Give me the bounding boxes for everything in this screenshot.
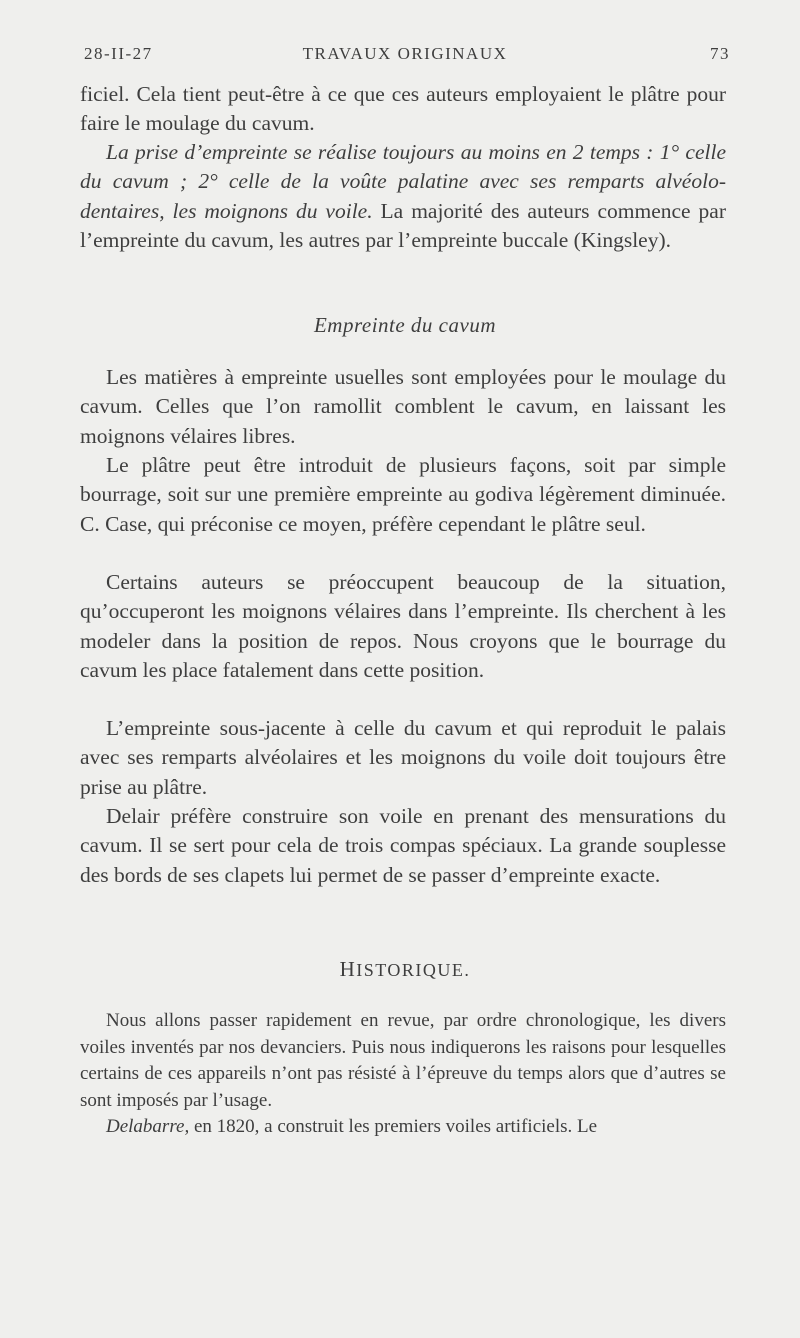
subheading-empreinte-du-cavum: Empreinte du cavum: [313, 313, 496, 337]
header-section-title: TRAVAUX ORIGINAUX: [302, 44, 508, 63]
paragraph-1: ficiel. Cela tient peut-être à ce que ces auteurs employaient le plâtre pour faire le moulage du cavum.: [80, 82, 726, 136]
section-title-rest: ISTORIQUE.: [356, 960, 471, 980]
paragraph-3: Les matières à empreinte usuelles sont employées pour le moulage du cavum. Celles que l’on ramollit comblent le cavum, en laissant les moignons vélaires libres.: [80, 365, 726, 448]
paragraph-9-rest: en 1820, a construit les premiers voiles artificiels. Le: [189, 1116, 598, 1137]
header-date: 28-II-27: [84, 44, 153, 63]
paragraph-6: L’empreinte sous-jacente à celle du cavum et qui reproduit le palais avec ses remparts alvéolaires et les moignons du voile doit toujours être prise au plâtre.: [80, 716, 726, 799]
running-header: [80, 44, 730, 70]
section-title-initial: H: [339, 957, 357, 981]
paragraph-2-italic: La prise d’empreinte se réalise toujours au moins en 2 temps : 1° celle du cavum ; 2° celle de la voûte palatine avec ses remparts alvéolo-dentaires, les moignons du voile.: [80, 140, 726, 223]
paragraph-2: [80, 138, 726, 255]
author-name-delabarre: Delabarre,: [106, 1116, 190, 1137]
paragraph-7: Delair préfère construire son voile en prenant des mensurations du cavum. Il se sert pour cela de trois compas spéciaux. La grande souplesse des bords de ses clapets lui permet de se passer d’empreinte exacte.: [80, 804, 726, 887]
paragraph-2-rest: La majorité des auteurs commence par l’empreinte du cavum, les autres par l’empreinte buccale (Kingsley).: [80, 198, 726, 252]
section-title-historique: [80, 957, 730, 982]
page-number: 73: [710, 44, 730, 63]
paragraph-9: [80, 1114, 726, 1141]
paragraph-4: Le plâtre peut être introduit de plusieurs façons, soit par simple bourrage, soit sur une première empreinte au godiva légèrement diminuée. C. Case, qui préconise ce moyen, préfère cependant le plâtre seul.: [80, 453, 726, 536]
paragraph-8: Nous allons passer rapidement en revue, par ordre chronologique, les divers voiles inventés par nos devanciers. Puis nous indiquerons les raisons pour lesquelles certains de ces appareils n’ont pas résisté à l’épreuve du temps alors que d’autres se sont imposés par l’usage.: [80, 1010, 726, 1111]
paragraph-5: Certains auteurs se préoccupent beaucoup de la situation, qu’occuperont les moignons vélaires dans l’empreinte. Ils cherchent à les modeler dans la position de repos. Nous croyons que le bourrage du cavum les place fatalement dans cette position.: [80, 570, 726, 682]
